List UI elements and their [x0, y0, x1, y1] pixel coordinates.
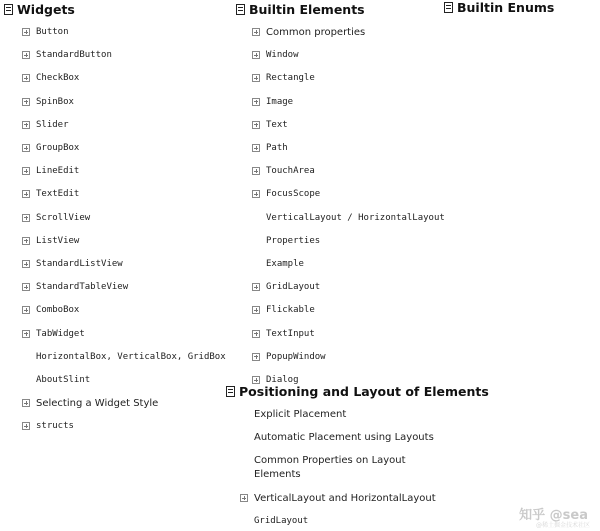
element-item-textinput[interactable]	[252, 327, 315, 341]
expand-icon[interactable]	[22, 283, 30, 291]
positioning-item-label: Explicit Placement	[254, 408, 347, 420]
element-item-label: Common properties	[266, 26, 366, 38]
widget-item-label: structs	[36, 421, 74, 432]
expand-icon[interactable]	[252, 121, 260, 129]
positioning-item-explicit-placement[interactable]	[254, 407, 346, 421]
positioning-item-verticallayout-and-horizontallayout[interactable]	[240, 491, 436, 505]
watermark-sub: @稀土掘金技术社区	[535, 522, 590, 529]
widget-item-standardbutton[interactable]	[22, 48, 112, 62]
widget-item-checkbox[interactable]	[22, 71, 79, 85]
widget-item-listview[interactable]	[22, 234, 79, 248]
element-item-label: FocusScope	[266, 189, 321, 200]
expand-icon[interactable]	[252, 330, 260, 338]
expand-icon[interactable]	[22, 51, 30, 59]
positioning-item-label: VerticalLayout and HorizontalLayout	[254, 492, 436, 504]
element-item-label: Rectangle	[266, 73, 315, 84]
positioning-item-label: Common Properties on Layout Elements	[254, 455, 406, 480]
expand-icon[interactable]	[22, 214, 30, 222]
collapse-icon[interactable]	[226, 386, 235, 397]
expand-icon[interactable]	[22, 144, 30, 152]
widget-item-standardlistview[interactable]	[22, 257, 123, 271]
expand-icon[interactable]	[240, 494, 248, 502]
element-item-toucharea[interactable]	[252, 164, 315, 178]
element-item-gridlayout[interactable]	[252, 280, 320, 294]
expand-icon[interactable]	[252, 167, 260, 175]
positioning-item-automatic-placement-using-layouts[interactable]	[254, 430, 434, 444]
widget-item-label: ListView	[36, 235, 80, 246]
expand-icon[interactable]	[252, 283, 260, 291]
element-item-rectangle[interactable]	[252, 71, 315, 85]
element-item-label: Dialog	[266, 375, 299, 385]
widget-item-label: SpinBox	[36, 96, 74, 107]
widget-item-slider[interactable]	[22, 118, 69, 132]
widgets-heading[interactable]	[4, 2, 75, 17]
collapse-icon[interactable]	[236, 4, 245, 15]
widget-item-label: Button	[36, 27, 69, 37]
widgets-title: Widgets	[17, 2, 75, 17]
widget-item-label: StandardTableView	[36, 282, 129, 293]
expand-icon[interactable]	[22, 306, 30, 314]
expand-icon[interactable]	[252, 376, 260, 384]
element-item-label: Example	[266, 259, 304, 269]
element-item-verticallayout-horizontallayout[interactable]	[266, 211, 445, 225]
expand-icon[interactable]	[252, 306, 260, 314]
widget-item-label: ScrollView	[36, 212, 91, 223]
element-item-path[interactable]	[252, 141, 288, 155]
builtin-enums-title: Builtin Enums	[457, 0, 555, 15]
element-item-label: TextInput	[266, 328, 315, 339]
collapse-icon[interactable]	[444, 2, 453, 13]
watermark-logo: 知乎 @sea	[519, 508, 588, 523]
expand-icon[interactable]	[252, 98, 260, 106]
element-item-focusscope[interactable]	[252, 187, 320, 201]
widget-item-label: TextEdit	[36, 189, 80, 200]
widget-item-label: Selecting a Widget Style	[36, 397, 159, 409]
widget-item-tabwidget[interactable]	[22, 327, 85, 341]
builtin-enums-heading[interactable]	[444, 0, 554, 15]
positioning-title: Positioning and Layout of Elements	[239, 384, 489, 399]
widget-item-scrollview[interactable]	[22, 211, 90, 225]
element-item-flickable[interactable]	[252, 303, 315, 317]
positioning-item-label: Automatic Placement using Layouts	[254, 431, 434, 443]
element-item-label: Flickable	[266, 305, 315, 316]
expand-icon[interactable]	[22, 190, 30, 198]
widget-item-aboutslint[interactable]	[36, 373, 90, 387]
expand-icon[interactable]	[252, 28, 260, 36]
builtin-elements-title: Builtin Elements	[249, 2, 365, 17]
expand-icon[interactable]	[252, 190, 260, 198]
element-item-label: Properties	[266, 235, 321, 246]
element-item-label: Text	[266, 119, 288, 130]
element-item-label: GridLayout	[266, 282, 321, 293]
widget-item-combobox[interactable]	[22, 303, 79, 317]
widget-item-label: StandardButton	[36, 50, 112, 61]
element-item-label: TouchArea	[266, 166, 315, 177]
expand-icon[interactable]	[252, 353, 260, 361]
element-item-text[interactable]	[252, 118, 288, 132]
builtin-elements-heading[interactable]	[236, 2, 365, 17]
element-item-properties[interactable]	[266, 234, 320, 248]
element-item-common-properties[interactable]	[252, 25, 365, 39]
element-item-popupwindow[interactable]	[252, 350, 326, 364]
widget-item-label: Slider	[36, 119, 69, 130]
expand-icon[interactable]	[22, 399, 30, 407]
element-item-label: Path	[266, 143, 288, 153]
widget-item-textedit[interactable]	[22, 187, 79, 201]
widget-item-standardtableview[interactable]	[22, 280, 128, 294]
expand-icon[interactable]	[22, 260, 30, 268]
widget-item-groupbox[interactable]	[22, 141, 79, 155]
widget-item-label: StandardListView	[36, 259, 123, 269]
expand-icon[interactable]	[22, 74, 30, 82]
widget-item-label: HorizontalBox, VerticalBox, GridBox	[36, 351, 226, 362]
element-item-label: VerticalLayout / HorizontalLayout	[266, 212, 445, 223]
expand-icon[interactable]	[22, 237, 30, 245]
positioning-heading[interactable]	[226, 384, 489, 399]
expand-icon[interactable]	[22, 422, 30, 430]
widget-item-label: LineEdit	[36, 166, 80, 177]
positioning-item-common-properties-on-layout-elements[interactable]	[254, 454, 424, 482]
widget-item-label: ComboBox	[36, 305, 80, 316]
widget-item-button[interactable]	[22, 25, 69, 39]
expand-icon[interactable]	[252, 74, 260, 82]
widget-item-label: GroupBox	[36, 143, 80, 153]
expand-icon[interactable]	[22, 330, 30, 338]
positioning-item-label: GridLayout	[254, 516, 309, 526]
expand-icon[interactable]	[22, 28, 30, 36]
element-item-label: PopupWindow	[266, 351, 326, 362]
expand-icon[interactable]	[22, 98, 30, 106]
expand-icon[interactable]	[252, 144, 260, 152]
expand-icon[interactable]	[252, 51, 260, 59]
element-item-label: Window	[266, 50, 299, 61]
widget-item-horizontalbox-verticalbox-gridbox[interactable]	[36, 350, 226, 364]
widget-item-spinbox[interactable]	[22, 95, 74, 109]
element-item-window[interactable]	[252, 48, 299, 62]
expand-icon[interactable]	[22, 121, 30, 129]
element-item-example[interactable]	[266, 257, 304, 271]
positioning-item-gridlayout[interactable]	[254, 514, 308, 528]
widget-item-structs[interactable]	[22, 419, 74, 433]
widget-item-selecting-a-widget-style[interactable]	[22, 396, 158, 410]
collapse-icon[interactable]	[4, 4, 13, 15]
widget-item-label: TabWidget	[36, 328, 85, 339]
element-item-image[interactable]	[252, 95, 293, 109]
widget-item-lineedit[interactable]	[22, 164, 79, 178]
widget-item-label: CheckBox	[36, 73, 80, 84]
expand-icon[interactable]	[22, 167, 30, 175]
element-item-label: Image	[266, 96, 294, 107]
widget-item-label: AboutSlint	[36, 375, 91, 385]
